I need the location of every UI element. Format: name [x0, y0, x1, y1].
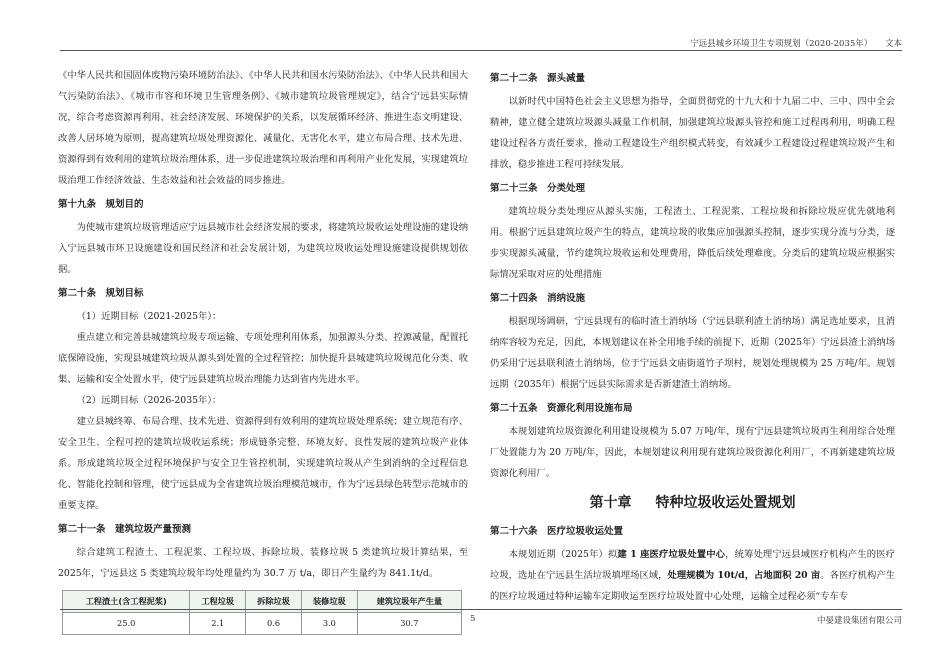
article-26-text-start: 本规划近期（2025年）拟 [508, 549, 618, 560]
article-20-heading: 第二十条 规划目标 [58, 288, 144, 299]
article-26-bold-capacity: 处理规模为 10t/d，占地面积 20 亩 [667, 570, 821, 581]
right-column [490, 65, 895, 607]
page-header [0, 0, 950, 49]
table-header-cell: 装修垃圾 [301, 591, 357, 613]
article-22-text: 以新时代中国特色社会主义思想为指导，全面贯彻党的十九大和十九届二中、三中、四中全会精神，建立健全建筑垃圾源头减量工作机制，加强建筑垃圾源头管控和施工过程再利用，明确工程建设过程各方责任要求，推动工程建设生产组织模式转变，有效减少工程建设过程建筑垃圾产生和排放，稳步推进工程可持续发展。 [490, 96, 895, 170]
article-25-text: 本规划建筑垃圾资源化利用建设规模为 5.07 万吨/年，现有宁远县建筑垃圾再生利用综合处理厂处置能力为 20 万吨/年，因此，本规划建议利用现有建筑垃圾资源化利用厂，不再新建建筑垃圾资源化利用厂。 [490, 426, 895, 479]
table-cell: 25.0 [63, 613, 190, 635]
table-cell: 0.6 [246, 613, 302, 635]
article-26-text [490, 544, 895, 607]
article-26-text-end: 。各医疗机构产生的医疗垃圾通过特种运输车定期收运至医疗垃圾处置中心处理，运输全过程必须“专车专 [490, 570, 895, 602]
near-term-text: 重点建立和完善县城建筑垃圾专项运输、专项处理利用体系，加强源头分类、控源减量，配置托底保障设施，实现县城建筑垃圾从源头到处置的全过程管控；加快提升县城建筑垃圾规范化分类、收集、运输和安全处置水平，使宁远县建筑垃圾治理能力达到省内先进水平。 [58, 332, 468, 385]
article-23-text: 建筑垃圾分类处理应从源头实施，工程渣土、工程泥浆、工程垃圾和拆除垃圾应优先就地利用。根据宁远县建筑垃圾产生的特点，建筑垃圾的收集应加强源头控制，逐步实现分流与分类，逐步实现源头减量，节约建筑垃圾收运和处理费用，降低后续处理难度。分类后的建筑垃圾应根据实际情况采取对应的处理措施 [490, 206, 895, 280]
table-cell: 30.7 [357, 613, 461, 635]
article-21-text: 综合建筑工程渣土、工程泥浆、工程垃圾、拆除垃圾、装修垃圾 5 类建筑垃圾计算结果，至 2025年，宁远县这 5 类建筑垃圾年均处理量约为 30.7 万 t/a，即日产生量约为 841.1t/d。 [58, 547, 468, 579]
long-term-label: （2）远期目标（2026-2035年）： [76, 395, 222, 406]
article-22-heading: 第二十二条 源头减量 [490, 73, 586, 84]
intro-paragraph: 《中华人民共和国固体废物污染环境防治法》、《中华人民共和国水污染防治法》、《中华人民共和国大气污染防治法》、《城市市容和环境卫生管理条例》、《城市建筑垃圾管理规定》，结合宁远县实际情况，综合考虑资源再利用、社会经济发展、环境保护的关系，以发展循环经济、推进生态文明建设、改善人居环境为原则，提高建筑垃圾处理资源化、减量化、无害化水平，建立布局合理、技术先进、资源得到有效利用的建筑垃圾治理体系，进一步促进建筑垃圾治理和再利用产业化发展，实现建筑垃圾治理工作经济效益、生态效益和社会效益的同步推进。 [58, 70, 468, 186]
article-26-heading: 第二十六条 医疗垃圾收运处置 [490, 526, 624, 537]
waste-volume-table [62, 590, 462, 635]
article-19-heading: 第十九条 规划目的 [58, 199, 144, 210]
table-header-cell: 工程垃圾 [190, 591, 246, 613]
article-19-text: 为使城市建筑垃圾管理适应宁远县城市社会经济发展的要求，将建筑垃圾收运处理设施的建设纳入宁远县城市环卫设施建设和国民经济和社会发展计划，为建筑垃圾收运处理设施建设提供规划依据。 [58, 222, 468, 275]
article-21-heading: 第二十一条 建筑垃圾产量预测 [58, 524, 192, 535]
table-cell: 2.1 [190, 613, 246, 635]
near-term-label: （1）近期目标（2021-2025年）： [76, 311, 222, 322]
header-title: 宁远县城乡环境卫生专项规划（2020-2035年） 文本 [690, 39, 902, 49]
footer-rule [60, 609, 902, 610]
long-term-text: 建立县城终筹、布局合理、技术先进、资源得到有效利用的建筑垃圾处理系统；建立规范有序、安全卫生、全程可控的建筑垃圾收运系统；形成链条完整、环境友好、良性发展的建筑垃圾产业体系。形成建筑垃圾全过程环境保护与安全卫生管控机制，实现建筑垃圾从产生到消纳的全过程信息化、智能化控制和管理，使宁远县成为全省建筑垃圾治理模范城市，作为宁远县绿色转型示范城市的重要支撑。 [58, 416, 468, 511]
left-column [58, 65, 468, 635]
chapter-title: 特种垃圾收运处置规划 [655, 495, 796, 511]
table-row [63, 613, 462, 635]
article-24-heading: 第二十四条 消纳设施 [490, 293, 586, 304]
company-name: 中晏建设集团有限公司 [816, 616, 902, 626]
article-23-heading: 第二十三条 分类处理 [490, 183, 586, 194]
article-26-text-middle: ，统筹处理宁远县域医疗机构产生的医疗垃圾，选址在宁远县生活垃圾填埋场区域， [490, 549, 895, 581]
article-25-heading: 第二十五条 资源化利用设施布局 [490, 403, 633, 414]
table-header-cell: 拆除垃圾 [246, 591, 302, 613]
table-header-cell: 工程渣土(含工程泥浆) [63, 591, 190, 613]
table-header-cell: 建筑垃圾年产生量 [357, 591, 461, 613]
chapter-number: 第十章 [589, 495, 632, 511]
table-cell: 3.0 [301, 613, 357, 635]
header-rule [60, 50, 902, 51]
chapter-heading [490, 490, 895, 516]
article-26-bold-facility: 建 1 座医疗垃圾处置中心 [617, 549, 726, 560]
article-24-text: 根据现场调研，宁远县现有的临时渣土消纳场（宁远县联利渣土消纳场）满足选址要求，且消纳库容较为充足，因此，本规划建议在补全用地手续的前提下，近期（2025年）宁远县渣土消纳场仍采用宁远县联利渣土消纳场，位于宁远县文庙街道竹子坝村，规划处理规模为 25 万吨/年。规划远期（2035年）根据宁远县实际需求是否新建渣土消纳场。 [490, 316, 895, 390]
page-number: 5 [470, 614, 476, 624]
